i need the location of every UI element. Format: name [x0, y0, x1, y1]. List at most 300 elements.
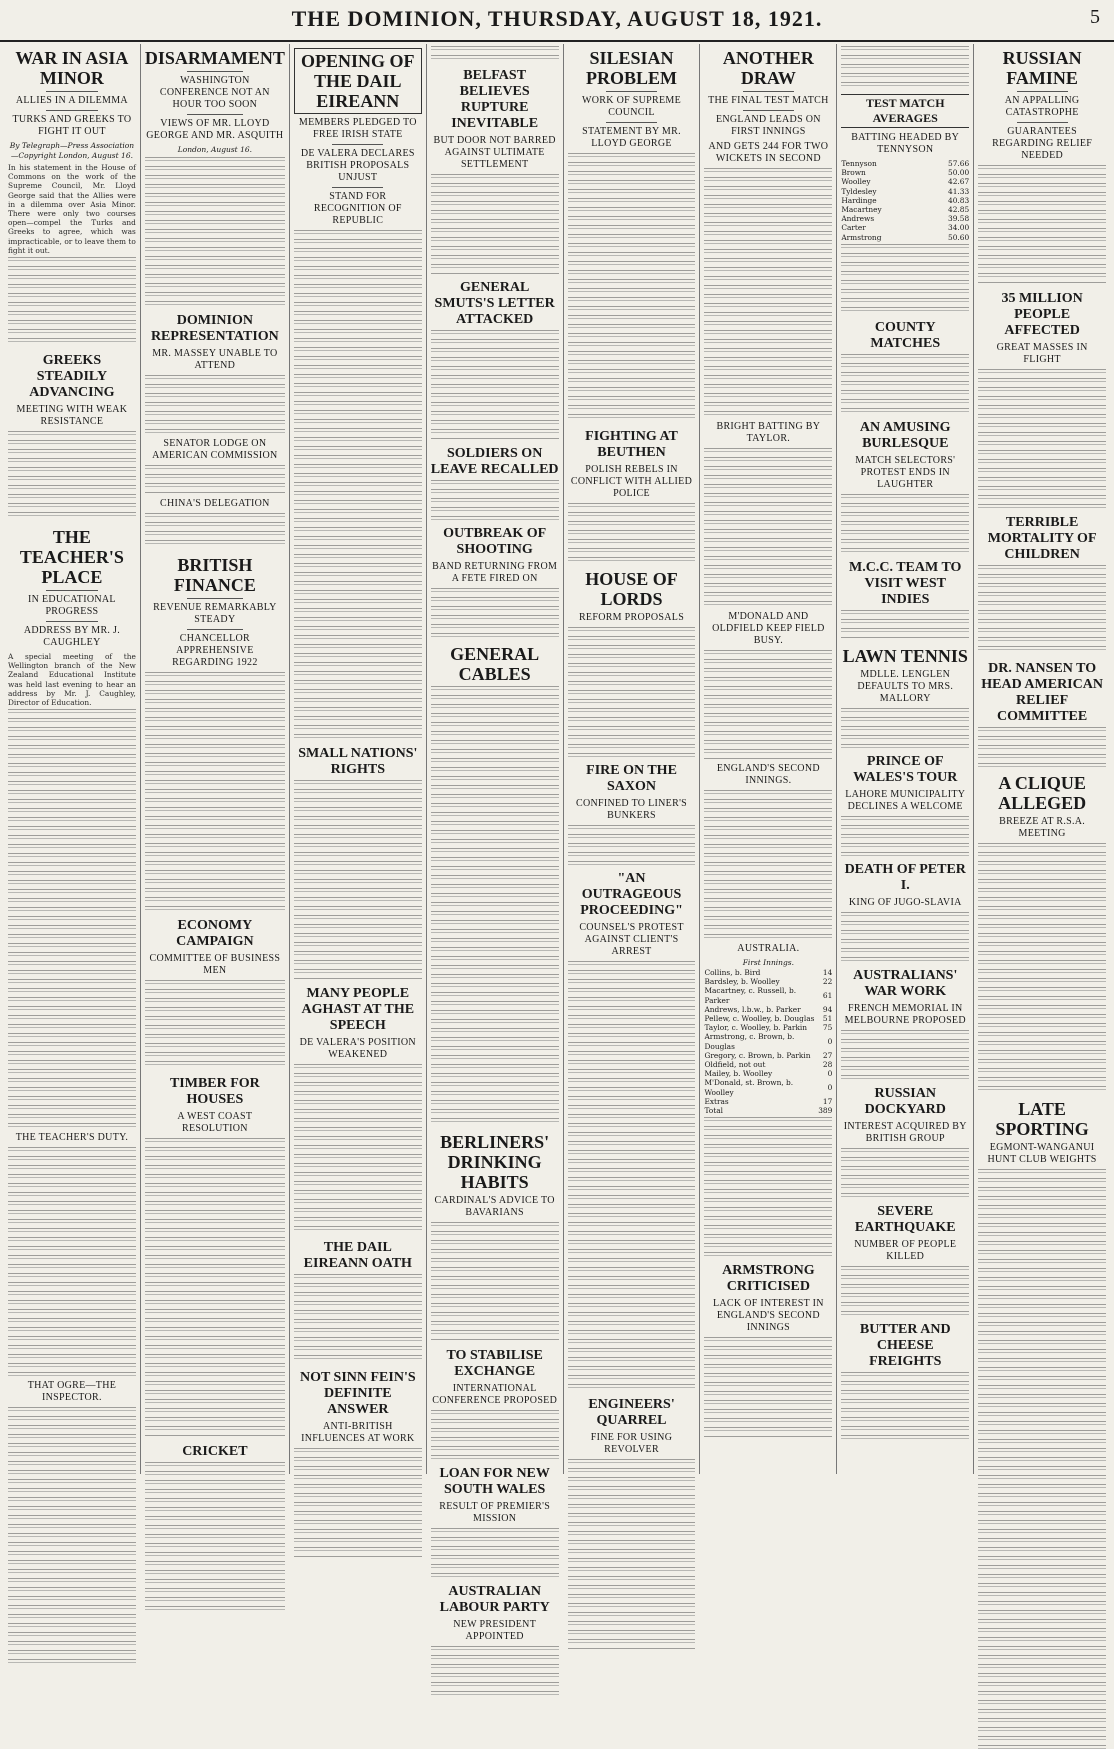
- table-row: [704, 968, 832, 977]
- headline: DISARMAMENT: [144, 48, 285, 68]
- divider: [46, 91, 97, 92]
- headline: BUTTER AND CHEESE FREIGHTS: [859, 1321, 951, 1369]
- article-dail-eireann: [294, 48, 422, 740]
- text-block: [978, 1169, 1106, 1749]
- article-war-asia-minor: [8, 48, 136, 347]
- subheadline: LACK OF INTEREST IN ENGLAND'S SECOND INNINGS: [712, 1298, 824, 1334]
- article-greeks-advancing: [8, 353, 136, 521]
- text-block: [431, 588, 559, 638]
- text-block: [841, 244, 969, 314]
- player-cell: Tyldesley: [841, 186, 877, 196]
- headline: TEST MATCH AVERAGES: [841, 94, 969, 128]
- subheadline: TURKS AND GREEKS TO FIGHT IT OUT: [12, 114, 132, 137]
- column-1: [4, 44, 141, 1474]
- article-berliners: [431, 1132, 559, 1342]
- headline: RUSSIAN FAMINE: [1002, 48, 1082, 88]
- text-block: [568, 1459, 696, 1649]
- article-labour-party: [431, 1584, 559, 1696]
- text-block: [704, 790, 832, 940]
- column-5: [564, 44, 701, 1474]
- divider: [46, 621, 97, 622]
- batsman-cell: Pellew, c. Woolley, b. Douglas: [704, 1014, 815, 1024]
- divider: [1017, 91, 1068, 92]
- subheadline: RESULT OF PREMIER'S MISSION: [439, 1501, 551, 1524]
- article-smuts-letter: [431, 280, 559, 440]
- headline: SOLDIERS ON LEAVE RECALLED: [430, 446, 559, 477]
- headline: FIGHTING AT BEUTHEN: [585, 429, 678, 460]
- article-beuthen: [568, 429, 696, 563]
- subheadline: MR. MASSEY UNABLE TO ATTEND: [152, 348, 278, 371]
- text-block: [294, 1448, 422, 1558]
- headline: GENERAL SMUTS'S LETTER ATTACKED: [434, 280, 555, 327]
- text-block: [841, 708, 969, 748]
- divider: [743, 110, 794, 111]
- text-block: [704, 168, 832, 418]
- runs-cell: 28: [822, 1060, 833, 1070]
- subheadline: ALLIES IN A DILEMMA: [15, 95, 128, 106]
- batsman-cell: Total: [704, 1106, 723, 1116]
- subheadline: COUNSEL'S PROTEST AGAINST CLIENT'S ARREST: [579, 922, 684, 957]
- headline: LAWN TENNIS: [842, 645, 968, 666]
- text-block: [978, 369, 1106, 509]
- batsman-cell: Armstrong, c. Brown, b. Douglas: [704, 1032, 795, 1051]
- text-block: [145, 1138, 285, 1438]
- table-row: [841, 159, 969, 168]
- subheadline: COMMITTEE OF BUSINESS MEN: [149, 953, 281, 976]
- text-block: [568, 961, 696, 1391]
- runs-cell: 75: [822, 1023, 833, 1033]
- divider: [46, 110, 97, 111]
- headline: SEVERE EARTHQUAKE: [854, 1203, 956, 1235]
- subheadline: STAND FOR RECOGNITION OF REPUBLIC: [313, 191, 402, 226]
- player-cell: Andrews: [841, 214, 875, 224]
- text-block: [704, 1117, 832, 1257]
- runs-cell: 51: [822, 1014, 833, 1024]
- text-block: [841, 494, 969, 554]
- article-dail-oath: [294, 1240, 422, 1364]
- article-russian-dockyard: [841, 1086, 969, 1198]
- article-late-sporting: [978, 1099, 1106, 1749]
- subheadline: INTEREST ACQUIRED BY BRITISH GROUP: [843, 1120, 967, 1144]
- runs-cell: 17: [822, 1096, 833, 1106]
- subheadline: BATTING HEADED BY TENNYSON: [851, 132, 960, 155]
- subheadline: MDLLE. LENGLEN DEFAULTS TO MRS. MALLORY: [857, 668, 954, 704]
- text-block: [431, 480, 559, 520]
- headline: COUNTY MATCHES: [870, 319, 941, 351]
- article-burlesque: [841, 420, 969, 554]
- article-teachers-place: [8, 527, 136, 1667]
- batsman-cell: Bardsley, b. Woolley: [704, 977, 780, 987]
- subheadline: MATCH SELECTORS' PROTEST ENDS IN LAUGHTER: [855, 454, 956, 490]
- batsman-cell: Gregory, c. Brown, b. Parkin: [704, 1050, 811, 1060]
- text-block: [841, 1372, 969, 1442]
- divider: [332, 144, 383, 145]
- table-row: [704, 1060, 832, 1069]
- text-block: [431, 686, 559, 1126]
- headline: AUSTRALIAN LABOUR PARTY: [439, 1584, 550, 1615]
- headline: CRICKET: [182, 1444, 248, 1459]
- text-block: [978, 565, 1106, 655]
- batsman-cell: Macartney, c. Russell, b. Parker: [704, 986, 797, 1005]
- article-belfast: [431, 68, 559, 274]
- divider: [1017, 122, 1068, 123]
- subheadline: THE FINAL TEST MATCH: [708, 95, 829, 106]
- text-block: [568, 503, 696, 563]
- article-35-million: [978, 291, 1106, 509]
- subheadline: DE VALERA DECLARES BRITISH PROPOSALS UNJUST: [300, 148, 415, 183]
- batsman-cell: Mailey, b. Woolley: [704, 1069, 773, 1079]
- text-block: [841, 354, 969, 414]
- dateline: London, August 16.: [177, 145, 253, 154]
- table-row: [841, 223, 969, 232]
- average-cell: 42.67: [948, 177, 970, 187]
- text-block: [145, 980, 285, 1070]
- article-lawn-tennis: [841, 646, 969, 748]
- subheadline: WASHINGTON CONFERENCE NOT AN HOUR TOO SOON: [159, 75, 270, 110]
- article-butter-freights: [841, 1322, 969, 1442]
- headline: THE DAIL EIREANN OATH: [303, 1240, 412, 1271]
- player-cell: Carter: [841, 223, 866, 233]
- subheadline: BREEZE AT R.S.A. MEETING: [999, 816, 1086, 839]
- text-block: [8, 431, 136, 521]
- article-peter-death: [841, 862, 969, 962]
- table-row: [841, 214, 969, 223]
- table-row: [704, 1023, 832, 1032]
- runs-cell: 0: [827, 1069, 833, 1079]
- subheadline: INTERNATIONAL CONFERENCE PROPOSED: [432, 1383, 558, 1406]
- text-block: [145, 157, 285, 307]
- subheadline: EGMONT-WANGANUI HUNT CLUB WEIGHTS: [987, 1142, 1097, 1165]
- headline: BERLINERS' DRINKING HABITS: [440, 1132, 550, 1192]
- runs-cell: 27: [822, 1050, 833, 1060]
- article-text: A special meeting of the Wellington branch of the New Zealand Educational Institute was held last evening to hear an address by Mr. J. Caughley, Director of Education.: [8, 652, 136, 708]
- headline: DOMINION REPRESENTATION: [150, 313, 279, 344]
- columns: [4, 44, 1110, 1642]
- text-block: [431, 46, 559, 64]
- subheadline: DE VALERA'S POSITION WEAKENED: [299, 1037, 416, 1060]
- headline: SILESIAN PROBLEM: [586, 48, 678, 88]
- subheadline: LAHORE MUNICIPALITY DECLINES A WELCOME: [845, 788, 966, 812]
- text-block: [704, 448, 832, 608]
- column-7: [837, 44, 974, 1474]
- divider: [187, 114, 243, 115]
- text-block: [145, 1462, 285, 1612]
- average-cell: 40.83: [948, 195, 970, 205]
- article-war-work: [841, 968, 969, 1080]
- player-cell: Brown: [841, 168, 866, 178]
- text-block: [568, 153, 696, 423]
- subheadline: BUT DOOR NOT BARRED AGAINST ULTIMATE SETTLEMENT: [433, 135, 556, 170]
- table-row: [704, 1014, 832, 1023]
- subheadline: CONFINED TO LINER'S BUNKERS: [576, 798, 688, 821]
- subheadline: FRENCH MEMORIAL IN MELBOURNE PROPOSED: [844, 1002, 966, 1026]
- divider: [46, 590, 97, 591]
- subheadline: REFORM PROPOSALS: [578, 612, 685, 623]
- text-block: [294, 230, 422, 740]
- headline: SMALL NATIONS' RIGHTS: [298, 746, 418, 777]
- table-row: [841, 196, 969, 205]
- table-row: [704, 986, 832, 1004]
- table-row: [841, 177, 969, 186]
- player-cell: Hardinge: [841, 195, 877, 205]
- headline: TERRIBLE MORTALITY OF CHILDREN: [987, 515, 1097, 562]
- average-cell: 57.66: [948, 159, 970, 168]
- runs-cell: 14: [822, 968, 833, 977]
- section-subhead: ENGLAND'S SECOND INNINGS.: [716, 763, 820, 786]
- headline: AUSTRALIANS' WAR WORK: [853, 967, 958, 999]
- article-sinn-fein: [294, 1370, 422, 1558]
- runs-cell: 0: [827, 1037, 833, 1047]
- subheadline: POLISH REBELS IN CONFLICT WITH ALLIED POLICE: [570, 464, 693, 499]
- text-block: [294, 1274, 422, 1364]
- batsman-cell: Andrews, l.b.w., b. Parker: [704, 1004, 801, 1014]
- runs-cell: 22: [822, 977, 833, 987]
- article-soldiers-recalled: [431, 446, 559, 520]
- headline: DR. NANSEN TO HEAD AMERICAN RELIEF COMMITTEE: [981, 661, 1103, 724]
- batsman-cell: Taylor, c. Woolley, b. Parkin: [704, 1023, 808, 1033]
- runs-cell: 389: [818, 1106, 833, 1116]
- headline: 35 MILLION PEOPLE AFFECTED: [1001, 291, 1083, 338]
- text-block: [841, 912, 969, 962]
- article-british-finance: [145, 555, 285, 912]
- text-block: [431, 330, 559, 440]
- column-8: [974, 44, 1110, 1474]
- article-mcc-team: [841, 560, 969, 640]
- headline: HOUSE OF LORDS: [585, 569, 678, 609]
- player-cell: Armstrong: [841, 232, 882, 242]
- text-block: [431, 1528, 559, 1578]
- text-block: [431, 174, 559, 274]
- article-general-cables: [431, 644, 559, 1126]
- headline: PRINCE OF WALES'S TOUR: [853, 753, 958, 785]
- text-block: [431, 1646, 559, 1696]
- headline: TIMBER FOR HOUSES: [169, 1076, 260, 1107]
- article-many-aghast: [294, 986, 422, 1234]
- article-russian-famine: [978, 48, 1106, 285]
- subheadline: ADDRESS BY MR. J. CAUGHLEY: [23, 625, 120, 649]
- headline: BELFAST BELIEVES RUPTURE INEVITABLE: [451, 68, 539, 131]
- subheadline: CHINA'S DELEGATION: [160, 498, 270, 509]
- subheadline: REVENUE REMARKABLY STEADY: [153, 602, 277, 625]
- text-block: [704, 650, 832, 760]
- headline: AN AMUSING BURLESQUE: [859, 419, 951, 451]
- article-earthquake: [841, 1204, 969, 1316]
- text-block: [841, 816, 969, 856]
- average-cell: 42.85: [948, 205, 970, 215]
- player-cell: Tennyson: [841, 159, 877, 168]
- article-mortality: [978, 515, 1106, 655]
- article-cricket: [145, 1444, 285, 1612]
- article-silesian-problem: [568, 48, 696, 423]
- subheadline: VIEWS OF MR. LLOYD GEORGE AND MR. ASQUITH: [146, 118, 284, 141]
- scorecard-table: [704, 968, 832, 1115]
- section-subhead: THAT OGRE—THE INSPECTOR.: [27, 1380, 117, 1404]
- article-nsw-loan: [431, 1466, 559, 1578]
- runs-cell: 0: [827, 1083, 833, 1093]
- article-economy-campaign: [145, 918, 285, 1070]
- text-block: [145, 465, 285, 495]
- table-row: [704, 1005, 832, 1014]
- player-cell: Woolley: [841, 177, 871, 187]
- article-stabilise-exchange: [431, 1348, 559, 1460]
- article-engineers-quarrel: [568, 1397, 696, 1649]
- article-timber: [145, 1076, 285, 1438]
- player-cell: Macartney: [841, 205, 882, 215]
- subheadline: AND GETS 244 FOR TWO WICKETS IN SECOND: [708, 141, 829, 164]
- subheadline: NUMBER OF PEOPLE KILLED: [854, 1238, 957, 1262]
- table-row: [704, 1106, 832, 1115]
- text-block: [145, 672, 285, 912]
- text-block: [294, 1064, 422, 1234]
- article-outrageous-proceeding: [568, 871, 696, 1391]
- text-block: [431, 1410, 559, 1460]
- divider: [332, 187, 383, 188]
- headline: ECONOMY CAMPAIGN: [176, 918, 254, 949]
- text-block: [704, 1337, 832, 1437]
- text-block: [431, 1222, 559, 1342]
- headline: ENGINEERS' QUARREL: [588, 1397, 675, 1428]
- headline: ANOTHER DRAW: [722, 48, 814, 88]
- text-block: [145, 375, 285, 435]
- subheadline: CARDINAL'S ADVICE TO BAVARIANS: [434, 1195, 555, 1218]
- column-6: [700, 44, 837, 1474]
- article-armstrong-criticised: [704, 1263, 832, 1437]
- headline: THE TEACHER'S PLACE: [19, 527, 124, 588]
- batsman-cell: Oldfield, not out: [704, 1060, 766, 1070]
- section-subhead: BRIGHT BATTING BY TAYLOR.: [716, 421, 821, 444]
- divider: [606, 91, 657, 92]
- article-another-draw: [704, 48, 832, 1257]
- headline: OPENING OF THE DAIL EIREANN: [294, 48, 422, 114]
- batsman-cell: M'Donald, st. Brown, b. Woolley: [704, 1078, 794, 1097]
- text-block: [841, 1148, 969, 1198]
- scorecard-subtitle: First Innings.: [742, 958, 795, 967]
- headline: A CLIQUE ALLEGED: [998, 773, 1087, 813]
- batsman-cell: Collins, b. Bird: [704, 968, 761, 977]
- article-nansen: [978, 661, 1106, 767]
- subheadline: SENATOR LODGE ON AMERICAN COMMISSION: [152, 438, 278, 461]
- table-row: [704, 1051, 832, 1060]
- divider: [606, 122, 657, 123]
- headline: LOAN FOR NEW SOUTH WALES: [439, 1466, 550, 1497]
- article-test-averages: [841, 94, 969, 314]
- headline: TO STABILISE EXCHANGE: [446, 1348, 543, 1379]
- article-small-nations: [294, 746, 422, 980]
- subheadline: WORK OF SUPREME COUNCIL: [582, 95, 681, 118]
- text-block: [8, 257, 136, 347]
- subheadline: BAND RETURNING FROM A FETE FIRED ON: [432, 561, 558, 584]
- headline: FIRE ON THE SAXON: [586, 763, 677, 794]
- article-house-of-lords: [568, 569, 696, 757]
- subheadline: MEMBERS PLEDGED TO FREE IRISH STATE: [298, 117, 417, 140]
- article-dominion-representation: [145, 313, 285, 549]
- text-block: [8, 1407, 136, 1667]
- table-row: [841, 168, 969, 177]
- text-block: [568, 627, 696, 757]
- headline: "AN OUTRAGEOUS PROCEEDING": [580, 871, 683, 918]
- article-disarmament: [145, 48, 285, 307]
- section-subhead: THE TEACHER'S DUTY.: [15, 1132, 129, 1144]
- article-prince-wales: [841, 754, 969, 856]
- text-block: [8, 1147, 136, 1377]
- text-block: [841, 610, 969, 640]
- table-row: [704, 1069, 832, 1078]
- runs-cell: 61: [822, 991, 833, 1000]
- page-number: 5: [1090, 6, 1100, 28]
- subheadline: ENGLAND LEADS ON FIRST INNINGS: [715, 114, 821, 137]
- average-cell: 41.33: [948, 186, 970, 196]
- headline: GREEKS STEADILY ADVANCING: [29, 353, 115, 401]
- article-shooting: [431, 526, 559, 638]
- column-2: [141, 44, 290, 1474]
- runs-cell: 94: [822, 1004, 833, 1014]
- headline: RUSSIAN DOCKYARD: [864, 1085, 946, 1117]
- batting-table: [841, 159, 969, 242]
- subheadline: FINE FOR USING REVOLVER: [590, 1432, 673, 1455]
- average-cell: 50.00: [948, 168, 970, 178]
- table-row: [704, 1078, 832, 1096]
- subheadline: GREAT MASSES IN FLIGHT: [996, 342, 1088, 365]
- subheadline: GUARANTEES REGARDING RELIEF NEEDED: [992, 126, 1093, 161]
- text-block: [8, 709, 136, 1129]
- table-row: [841, 233, 969, 242]
- subheadline: STATEMENT BY MR. LLOYD GEORGE: [582, 126, 681, 149]
- text-block: [841, 1030, 969, 1080]
- table-row: [704, 1032, 832, 1050]
- subheadline: IN EDUCATIONAL PROGRESS: [28, 594, 116, 618]
- subheadline: A WEST COAST RESOLUTION: [177, 1111, 253, 1134]
- headline: GENERAL CABLES: [450, 644, 540, 684]
- text-block: [145, 513, 285, 549]
- text-block: [568, 825, 696, 865]
- article-county-matches: [841, 320, 969, 414]
- subheadline: NEW PRESIDENT APPOINTED: [453, 1619, 537, 1642]
- newspaper-title: THE DOMINION, THURSDAY, AUGUST 18, 1921.: [291, 6, 823, 31]
- subheadline: MEETING WITH WEAK RESISTANCE: [16, 404, 128, 428]
- section-subhead: M'DONALD AND OLDFIELD KEEP FIELD BUSY.: [712, 611, 825, 646]
- headline: DEATH OF PETER I.: [844, 861, 966, 893]
- article-clique: [978, 773, 1106, 1093]
- headline: M.C.C. TEAM TO VISIT WEST INDIES: [849, 559, 962, 607]
- masthead: [0, 0, 1114, 42]
- text-block: [978, 843, 1106, 1093]
- average-cell: 50.60: [948, 232, 970, 242]
- table-row: [704, 977, 832, 986]
- divider: [187, 71, 243, 72]
- headline: OUTBREAK OF SHOOTING: [443, 526, 547, 557]
- divider: [187, 598, 243, 599]
- article-text: In his statement in the House of Commons on the work of the Supreme Council, Mr. Lloyd George said that the Allies were in a dilemma over Asia Minor. There were only two courses open—compel the Turks and Greeks to agree, which was impracticable, or to leave them to fight it out.: [8, 163, 136, 255]
- table-row: [704, 1097, 832, 1106]
- article-fire-saxon: [568, 763, 696, 865]
- text-block: [841, 46, 969, 90]
- dateline: By Telegraph—Press Association—Copyright London, August 16.: [9, 141, 135, 160]
- headline: NOT SINN FEIN'S DEFINITE ANSWER: [299, 1370, 416, 1417]
- headline: WAR IN ASIA MINOR: [15, 48, 129, 88]
- text-block: [841, 1266, 969, 1316]
- subheadline: AN APPALLING CATASTROPHE: [1004, 95, 1080, 118]
- subheadline: CHANCELLOR APPREHENSIVE REGARDING 1922: [172, 633, 258, 668]
- average-cell: 34.00: [948, 223, 970, 233]
- batsman-cell: Extras: [704, 1096, 729, 1106]
- divider: [187, 629, 243, 630]
- text-block: [978, 165, 1106, 285]
- column-3: [290, 44, 427, 1474]
- text-block: [294, 780, 422, 980]
- table-row: [841, 205, 969, 214]
- table-row: [841, 187, 969, 196]
- headline: MANY PEOPLE AGHAST AT THE SPEECH: [301, 986, 415, 1033]
